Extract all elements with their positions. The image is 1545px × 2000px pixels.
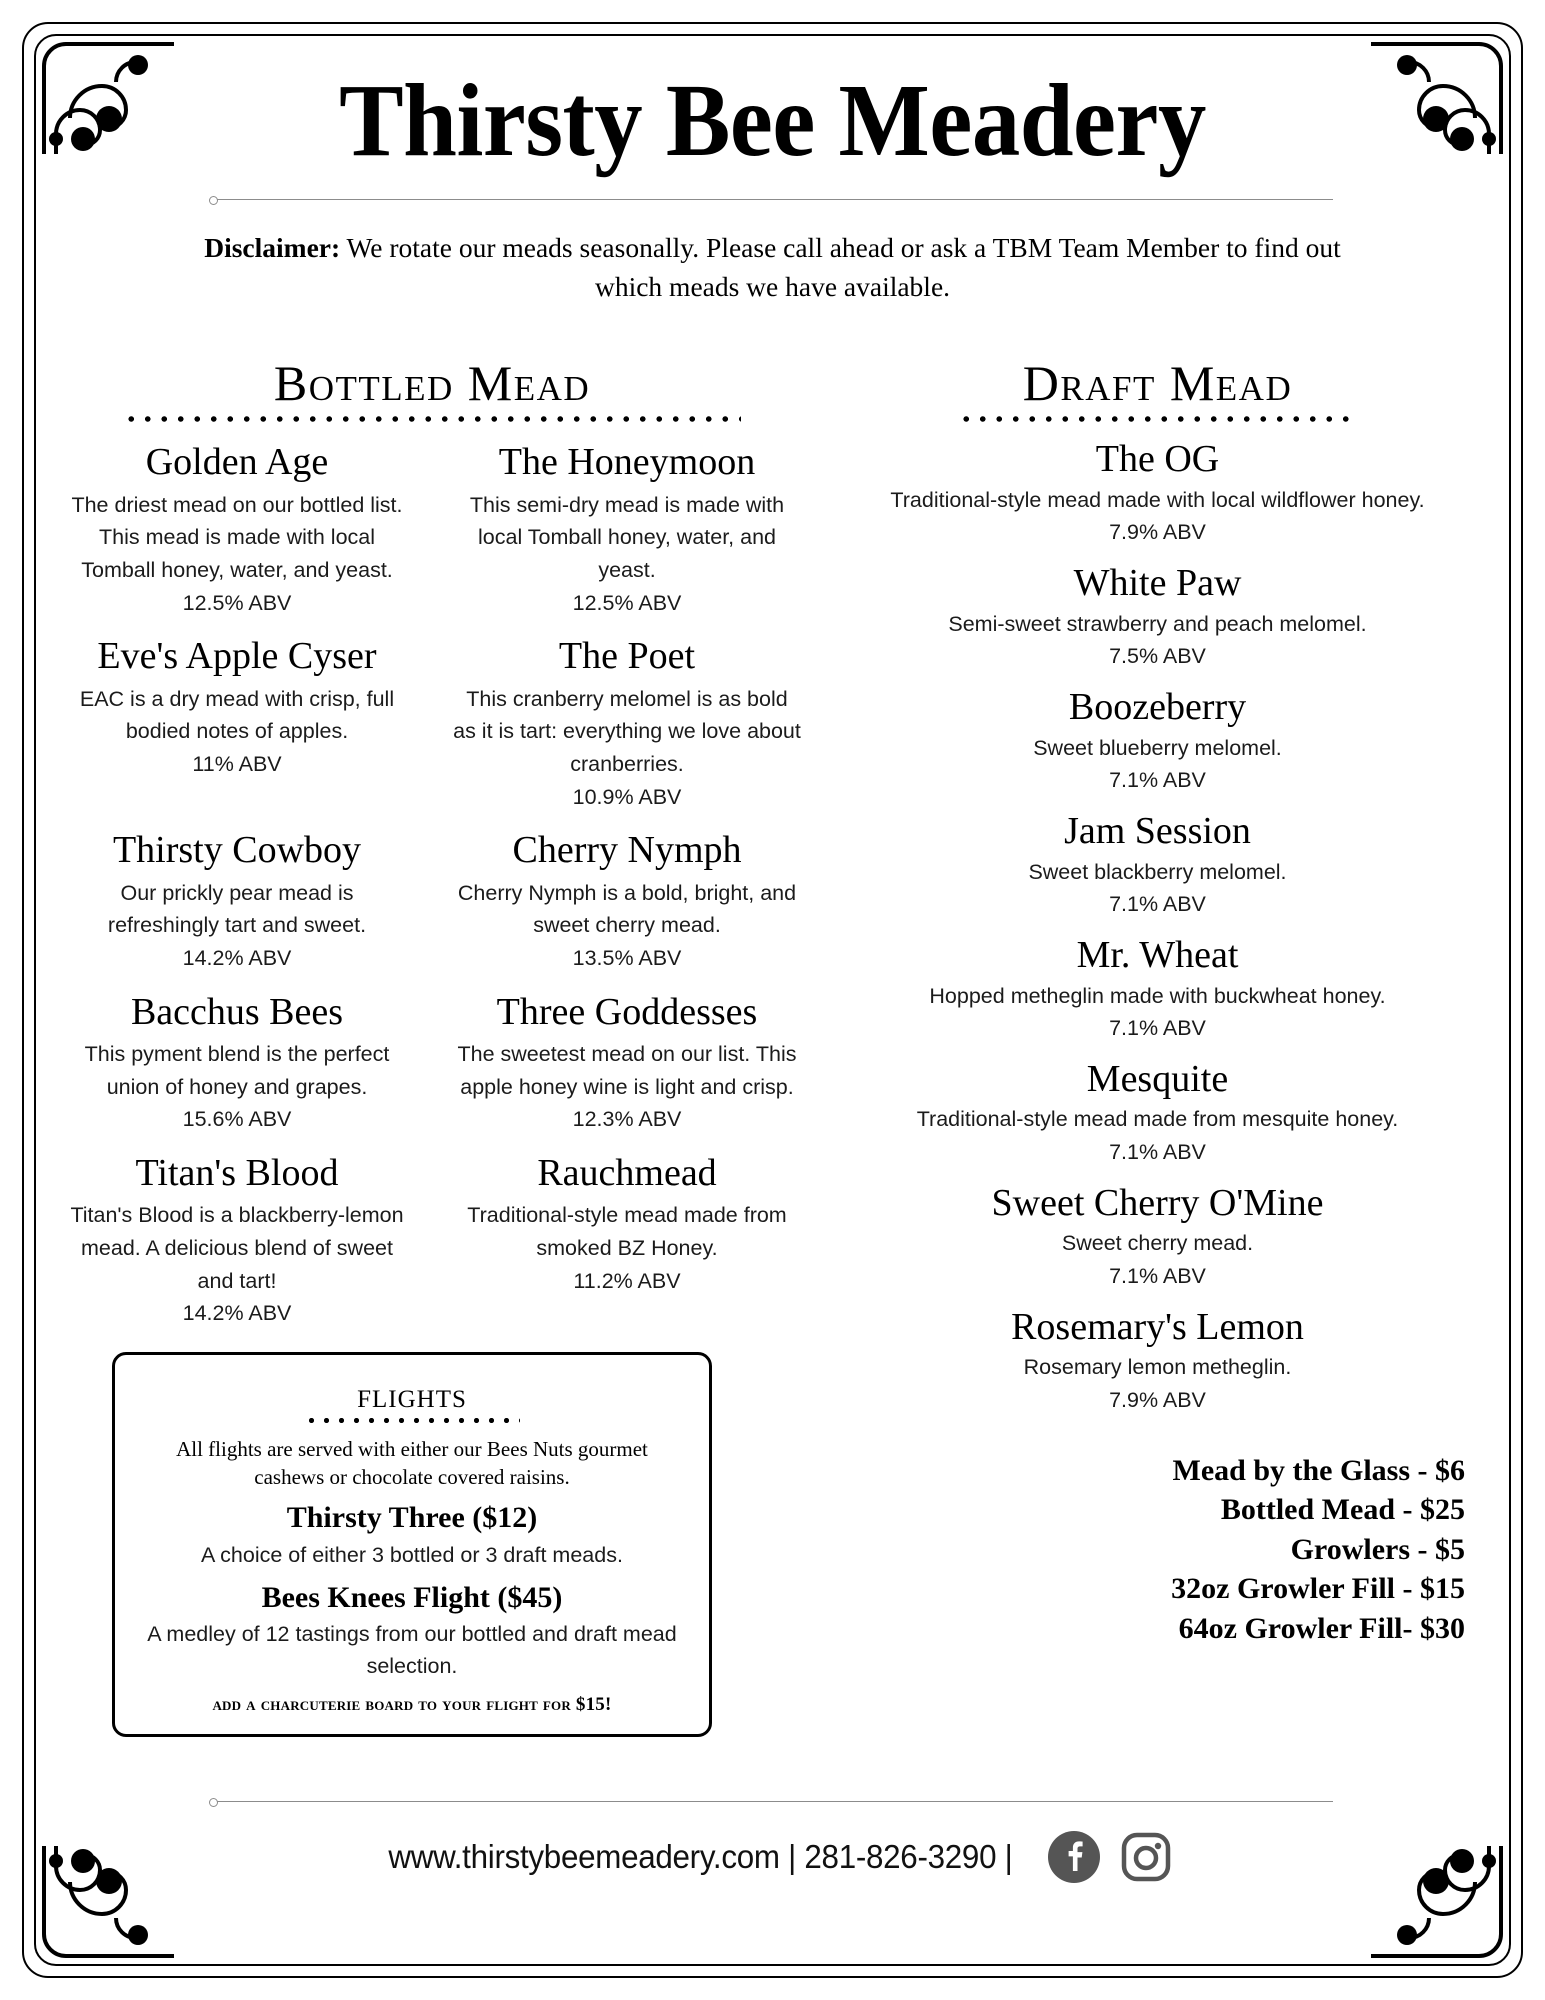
bottled-heading-dotted-rule xyxy=(123,413,741,425)
column-gap xyxy=(802,358,832,1737)
menu-item xyxy=(62,439,412,619)
item-abv: 14.2% ABV xyxy=(182,945,292,970)
price-line: Mead by the Glass - $6 xyxy=(1172,1453,1465,1487)
disclaimer-label: Disclaimer: xyxy=(204,232,341,264)
item-description: Sweet blueberry melomel. xyxy=(1033,735,1282,760)
menu-item xyxy=(62,1150,412,1330)
facebook-icon[interactable] xyxy=(1047,1830,1101,1884)
menu-content xyxy=(62,48,1483,1928)
item-description: Cherry Nymph is a bold, bright, and sweet cherry mead. xyxy=(457,880,797,938)
page-title: Thirsty Bee Meadery xyxy=(339,63,1206,178)
instagram-icon[interactable] xyxy=(1119,1830,1173,1884)
item-name: The Poet xyxy=(558,635,696,678)
item-description: This cranberry melomel is as bold as it is tart: everything we love about cranberries. xyxy=(453,686,801,776)
item-name: The Honeymoon xyxy=(498,441,756,484)
item-name: Mr. Wheat xyxy=(1076,933,1239,976)
menu-item xyxy=(832,1305,1483,1417)
footer-contact: www.thirstybeemeadery.com | 281-826-3290 | xyxy=(388,1838,1013,1875)
draft-mead-heading: Draft Mead xyxy=(1022,355,1293,412)
bottled-mead-heading: Bottled Mead xyxy=(273,355,591,412)
item-description: The driest mead on our bottled list. This mead is made with local Tomball honey, water, and yeast. xyxy=(71,492,403,582)
item-description: Sweet blackberry melomel. xyxy=(1028,859,1287,884)
item-name: Golden Age xyxy=(145,441,329,484)
draft-mead-list xyxy=(832,437,1483,1417)
item-abv: 13.5% ABV xyxy=(572,945,682,970)
bottled-mead-grid xyxy=(62,425,802,1330)
item-description: This semi-dry mead is made with local Tomball honey, water, and yeast. xyxy=(469,492,785,582)
menu-item xyxy=(832,685,1483,797)
item-description: Our prickly pear mead is refreshingly tart and sweet. xyxy=(107,880,367,938)
menu-item xyxy=(832,1181,1483,1293)
menu-item xyxy=(832,809,1483,921)
menu-item xyxy=(832,437,1483,549)
item-abv: 7.1% ABV xyxy=(1109,1016,1206,1041)
disclaimer xyxy=(172,228,1373,306)
flight-option-description: A medley of 12 tastings from our bottled and draft mead selection. xyxy=(147,1622,677,1678)
footer xyxy=(62,1830,1483,1884)
menu-item xyxy=(452,827,802,974)
item-abv: 7.9% ABV xyxy=(1109,520,1206,545)
flights-note: All flights are served with either our Bees Nuts gourmet cashews or chocolate covered raisins. xyxy=(176,1437,648,1490)
menu-item xyxy=(452,1150,802,1330)
menu-item xyxy=(452,633,802,813)
flight-option-name: Bees Knees Flight ($45) xyxy=(261,1580,563,1614)
item-abv: 7.1% ABV xyxy=(1109,1140,1206,1165)
item-name: Titan's Blood xyxy=(135,1152,339,1195)
item-description: This pyment blend is the perfect union of honey and grapes. xyxy=(84,1042,390,1099)
menu-item xyxy=(452,439,802,619)
footer-divider xyxy=(212,1794,1333,1806)
item-abv: 12.5% ABV xyxy=(572,590,682,615)
price-line: Bottled Mead - $25 xyxy=(1220,1493,1465,1527)
price-line: 32oz Growler Fill - $15 xyxy=(1171,1572,1465,1606)
price-list xyxy=(832,1451,1483,1649)
menu-item xyxy=(452,989,802,1136)
item-abv: 10.9% ABV xyxy=(572,784,682,809)
item-name: Three Goddesses xyxy=(496,990,758,1033)
flight-option-name: Thirsty Three ($12) xyxy=(286,1501,538,1535)
draft-mead-section xyxy=(832,355,1483,1737)
item-name: Eve's Apple Cyser xyxy=(97,635,377,678)
item-name: Rauchmead xyxy=(537,1152,717,1195)
item-abv: 12.5% ABV xyxy=(182,590,292,615)
item-abv: 15.6% ABV xyxy=(182,1107,292,1132)
item-abv: 14.2% ABV xyxy=(182,1301,292,1326)
item-description: EAC is a dry mead with crisp, full bodied notes of apples. xyxy=(79,686,395,744)
item-name: Rosemary's Lemon xyxy=(1011,1305,1304,1348)
menu-item xyxy=(62,827,412,974)
item-abv: 7.1% ABV xyxy=(1109,892,1206,917)
item-description: Titan's Blood is a blackberry-lemon mead. A delicious blend of sweet and tart! xyxy=(70,1203,404,1293)
item-name: White Paw xyxy=(1073,562,1242,605)
item-name: Boozeberry xyxy=(1068,686,1247,729)
flights-heading-dotted-rule xyxy=(304,1415,520,1426)
item-abv: 7.1% ABV xyxy=(1109,768,1206,793)
item-abv: 11% ABV xyxy=(192,751,282,776)
menu-item xyxy=(832,1057,1483,1169)
item-abv: 7.9% ABV xyxy=(1109,1388,1206,1412)
item-abv: 11.2% ABV xyxy=(573,1268,681,1293)
item-abv: 12.3% ABV xyxy=(572,1107,682,1132)
item-description: Sweet cherry mead. xyxy=(1061,1231,1254,1256)
price-line: Growlers - $5 xyxy=(1290,1532,1465,1566)
item-description: Traditional-style mead made from smoked BZ Honey. xyxy=(467,1203,787,1261)
disclaimer-text: We rotate our meads seasonally. Please call ahead or ask a TBM Team Member to find out which meads we have available. xyxy=(340,232,1341,303)
item-description: The sweetest mead on our list. This apple honey wine is light and crisp. xyxy=(457,1042,797,1099)
menu-item xyxy=(832,561,1483,673)
price-line: 64oz Growler Fill- $30 xyxy=(1178,1612,1465,1646)
item-name: Sweet Cherry O'Mine xyxy=(991,1181,1324,1224)
item-description: Rosemary lemon metheglin. xyxy=(1023,1355,1292,1380)
item-abv: 7.5% ABV xyxy=(1109,644,1206,669)
item-abv: 7.1% ABV xyxy=(1109,1264,1206,1289)
item-description: Semi-sweet strawberry and peach melomel. xyxy=(948,611,1367,636)
title-divider xyxy=(212,192,1333,206)
item-description: Traditional-style mead made from mesquite honey. xyxy=(916,1107,1399,1132)
item-name: The OG xyxy=(1095,438,1220,481)
item-description: Hopped metheglin made with buckwheat honey. xyxy=(929,983,1386,1008)
flights-box xyxy=(112,1352,712,1737)
menu-item xyxy=(62,633,412,813)
flights-addon-note: add a charcuterie board to your flight for $15! xyxy=(212,1693,612,1715)
menu-columns xyxy=(62,355,1483,1737)
item-name: Cherry Nymph xyxy=(512,829,742,872)
bottled-mead-section xyxy=(62,355,802,1737)
flights-heading: flights xyxy=(357,1375,467,1416)
item-name: Thirsty Cowboy xyxy=(112,829,362,872)
item-description: Traditional-style mead made with local wildflower honey. xyxy=(890,487,1425,512)
item-name: Mesquite xyxy=(1086,1057,1229,1100)
menu-item xyxy=(832,933,1483,1045)
menu-item xyxy=(62,989,412,1136)
item-name: Jam Session xyxy=(1064,809,1251,852)
item-name: Bacchus Bees xyxy=(130,990,344,1033)
draft-heading-dotted-rule xyxy=(958,413,1358,425)
flight-option-description: A choice of either 3 bottled or 3 draft meads. xyxy=(201,1542,623,1567)
